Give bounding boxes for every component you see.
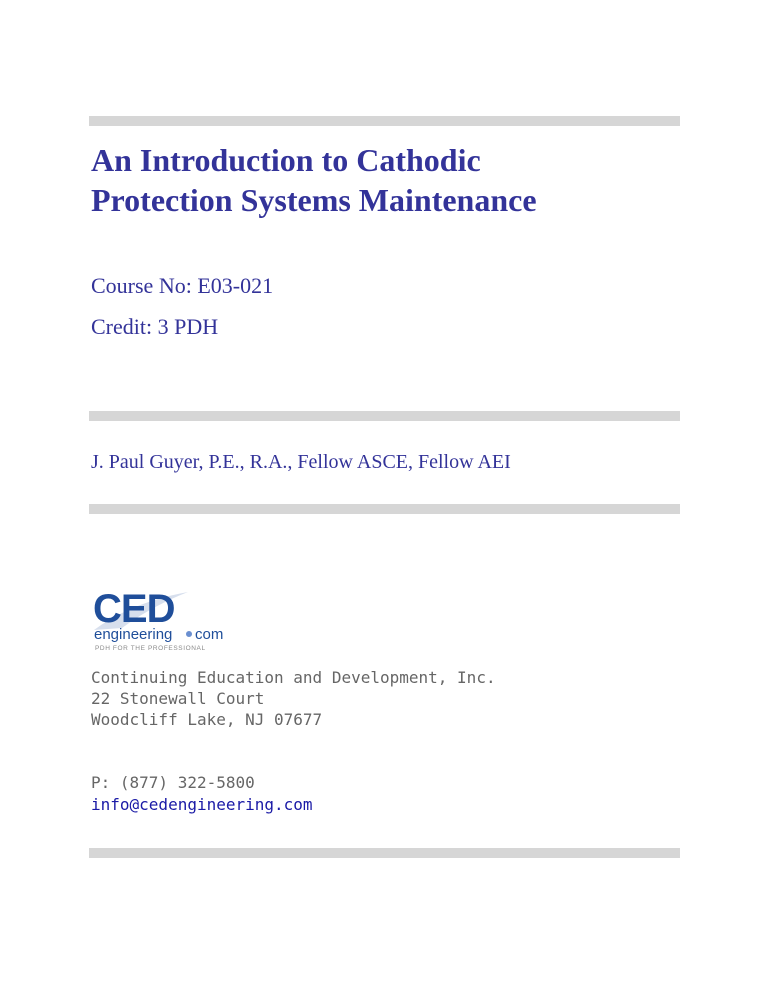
- company-name: Continuing Education and Development, Inc.: [91, 668, 496, 687]
- top-divider: [89, 116, 680, 126]
- contact-email-link[interactable]: info@cedengineering.com: [91, 795, 313, 814]
- bottom-divider: [89, 848, 680, 858]
- title-line-1: An Introduction to Cathodic: [91, 142, 481, 178]
- ced-engineering-logo: [92, 584, 242, 654]
- course-credit: Credit: 3 PDH: [91, 314, 219, 339]
- company-street: 22 Stonewall Court: [91, 689, 265, 708]
- author-line: J. Paul Guyer, P.E., R.A., Fellow ASCE, Fellow AEI: [91, 451, 511, 473]
- title-line-2: Protection Systems Maintenance: [91, 182, 537, 218]
- logo-domain-right: com: [195, 626, 224, 643]
- logo-tagline: PDH FOR THE PROFESSIONAL: [95, 645, 206, 652]
- lower-divider: [89, 504, 680, 514]
- course-number: Course No: E03-021: [91, 273, 274, 298]
- logo-dot: [186, 631, 192, 637]
- company-city: Woodcliff Lake, NJ 07677: [91, 710, 323, 729]
- contact-phone: P: (877) 322-5800: [91, 773, 255, 792]
- document-title: [91, 140, 691, 220]
- logo-domain-left: engineering: [94, 626, 173, 643]
- middle-divider: [89, 411, 680, 421]
- logo-wordmark: CED: [93, 587, 175, 631]
